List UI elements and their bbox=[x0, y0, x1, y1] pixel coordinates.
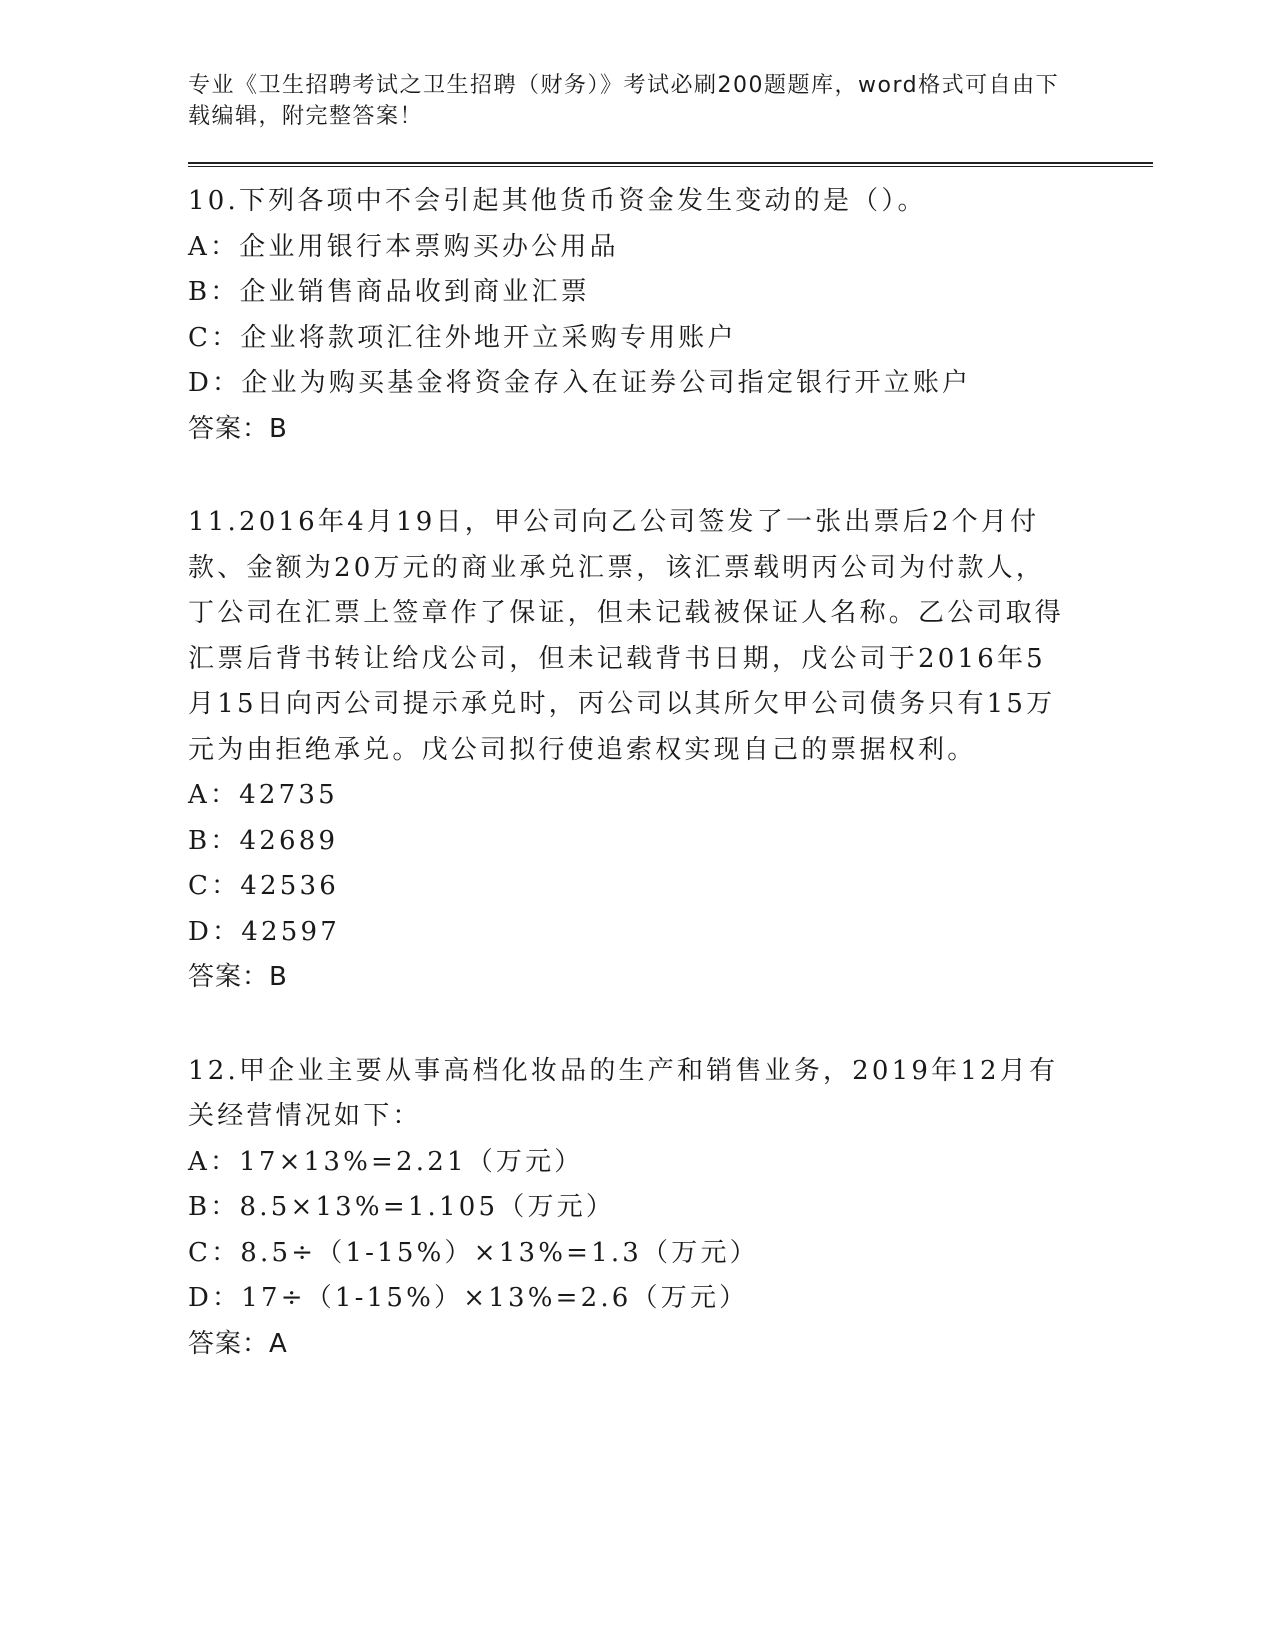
answer-line: 答案：A bbox=[188, 1328, 288, 1359]
answer-line: 答案：B bbox=[188, 962, 288, 992]
option-d: D：42597 bbox=[188, 916, 340, 947]
option-a: A：42735 bbox=[188, 780, 338, 810]
option-b: B：企业销售商品收到商业汇票 bbox=[188, 277, 590, 307]
document-page bbox=[188, 70, 1153, 1367]
document-header: 专业《卫生招聘考试之卫生招聘（财务）》考试必刷200题题库，word格式可自由下载编辑，附完整答案！ bbox=[188, 73, 1060, 129]
question-12 bbox=[188, 1049, 1153, 1368]
option-a: A：企业用银行本票购买办公用品 bbox=[188, 231, 619, 262]
option-c: C：42536 bbox=[188, 871, 340, 901]
option-b: B：42689 bbox=[188, 825, 339, 856]
option-c: C：企业将款项汇往外地开立采购专用账户 bbox=[188, 322, 737, 353]
option-d: D：17÷（1-15%）×13%=2.6（万元） bbox=[188, 1283, 749, 1313]
question-10 bbox=[188, 179, 1153, 452]
option-b: B：8.5×13%=1.105（万元） bbox=[188, 1192, 616, 1222]
question-stem: 11.2016年4月19日，甲公司向乙公司签发了一张出票后2个月付款、金额为20万元的商业承兑汇票，该汇票载明丙公司为付款人，丁公司在汇票上签章作了保证，但未记载被保证人名称。乙公司取得汇票后背书转让给戊公司，但未记载背书日期，戊公司于2016年5月15日向丙公司提示承兑时，丙公司以其所欠甲公司债务只有15万元为由拒绝承兑。戊公司拟行使追索权实现自己的票据权利。 bbox=[188, 507, 1065, 765]
answer-line: 答案：B bbox=[188, 413, 288, 444]
question-stem: 12.甲企业主要从事高档化妆品的生产和销售业务，2019年12月有关经营情况如下： bbox=[188, 1055, 1059, 1131]
header-divider bbox=[188, 162, 1153, 167]
question-11 bbox=[188, 500, 1153, 1001]
option-d: D：企业为购买基金将资金存入在证券公司指定银行开立账户 bbox=[188, 368, 972, 398]
question-stem: 10.下列各项中不会引起其他货币资金发生变动的是（）。 bbox=[188, 186, 927, 216]
option-c: C：8.5÷（1-15%）×13%=1.3（万元） bbox=[188, 1237, 759, 1268]
option-a: A：17×13%=2.21（万元） bbox=[188, 1146, 584, 1177]
